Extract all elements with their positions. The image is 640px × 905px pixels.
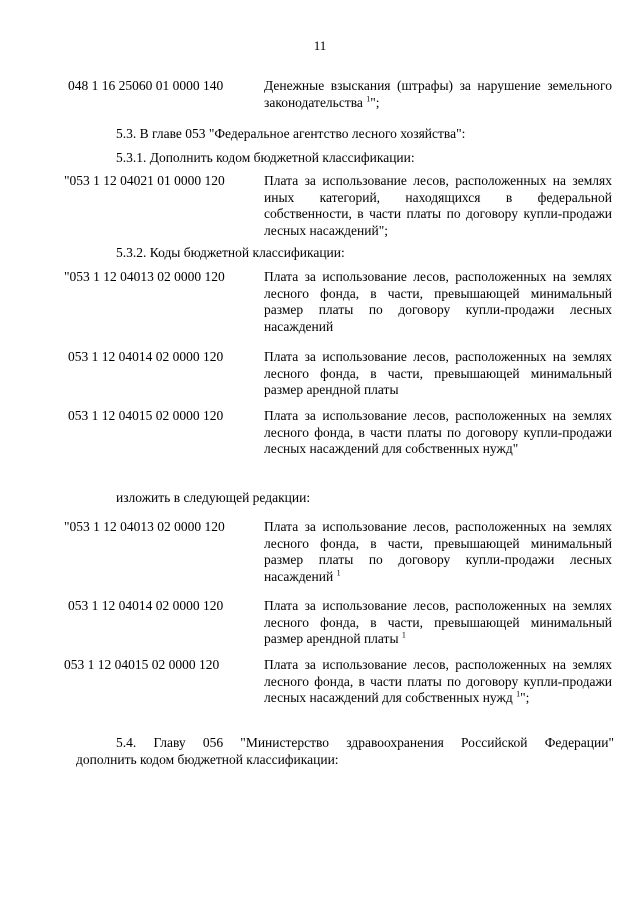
classification-code: "053 1 12 04021 01 0000 120 xyxy=(64,173,225,188)
classification-description: Плата за использование лесов, расположенных на землях лесного фонда, в части платы по договору купли-продажи лесных насаждений для собственных нужд" xyxy=(264,408,612,456)
paragraph-5-4-continuation: дополнить кодом бюджетной классификации: xyxy=(76,752,339,767)
classification-code: 048 1 16 25060 01 0000 140 xyxy=(68,78,224,93)
classification-description: Плата за использование лесов, расположенных на землях лесного фонда, в части, превышающей минимальный размер арендной платы xyxy=(264,349,612,397)
paragraph-5-3-1: 5.3.1. Дополнить кодом бюджетной классификации: xyxy=(116,150,415,165)
classification-description: Плата за использование лесов, расположенных на землях лесного фонда, в части, превышающей минимальный размер платы по договору купли-продажи лесных насаждений xyxy=(264,269,612,334)
paragraph-5-3: 5.3. В главе 053 "Федеральное агентство лесного хозяйства": xyxy=(116,126,466,141)
paragraph-restate: изложить в следующей редакции: xyxy=(116,490,311,505)
classification-description: Плата за использование лесов, расположенных на землях иных категорий, находящихся в федеральной собственности, в части платы по договору купли-продажи лесных насаждений"; xyxy=(264,173,612,238)
classification-description: Денежные взыскания (штрафы) за нарушение земельного законодательства $^1$"; xyxy=(264,78,612,110)
paragraph-5-3-2: 5.3.2. Коды бюджетной классификации: xyxy=(116,245,345,260)
classification-code: 053 1 12 04014 02 0000 120 xyxy=(68,349,224,364)
classification-description: Плата за использование лесов, расположенных на землях лесного фонда, в части, превышающей минимальный размер платы по договору купли-продажи лесных насаждений $^1$ xyxy=(264,519,612,584)
classification-code: 053 1 12 04015 02 0000 120 xyxy=(68,408,224,423)
classification-code: 053 1 12 04014 02 0000 120 xyxy=(68,598,224,613)
classification-description: Плата за использование лесов, расположенных на землях лесного фонда, в части платы по договору купли-продажи лесных насаждений для собственных нужд $^1$"; xyxy=(264,657,612,705)
classification-description: Плата за использование лесов, расположенных на землях лесного фонда, в части, превышающей минимальный размер арендной платы $^1$ xyxy=(264,598,612,646)
classification-code: "053 1 12 04013 02 0000 120 xyxy=(64,519,225,534)
classification-code: "053 1 12 04013 02 0000 120 xyxy=(64,269,225,284)
paragraph-5-4: 5.4. Главу 056 "Министерство здравоохранения Российской Федерации" xyxy=(116,735,614,750)
classification-code: 053 1 12 04015 02 0000 120 xyxy=(64,657,220,672)
page-number: 11 xyxy=(313,38,327,53)
